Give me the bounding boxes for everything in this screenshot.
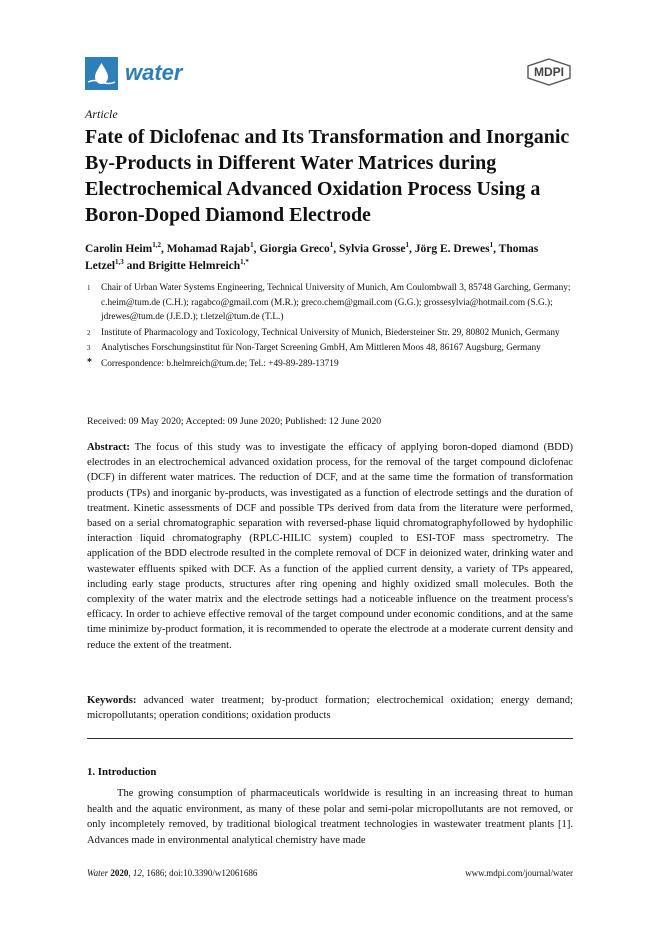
- divider: [87, 738, 573, 739]
- author-affiliation-mark: 1: [405, 241, 410, 250]
- author: Giorgia Greco: [259, 243, 330, 255]
- citation-footer: Water 2020, 12, 1686; doi:10.3390/w12061686: [87, 868, 258, 878]
- publisher-name: MDPI: [534, 65, 564, 79]
- keywords: [87, 693, 573, 723]
- author: Thomas Letzel: [85, 243, 539, 272]
- abstract-label: Abstract:: [87, 442, 130, 453]
- author: Sylvia Grosse: [338, 243, 406, 255]
- affiliation-mark: 1: [87, 284, 91, 292]
- footer-year: 2020: [110, 868, 129, 878]
- introduction-paragraph: The growing consumption of pharmaceuticals worldwide is resulting in an increasing threat to human health and the aquatic environment, as many of these polar and semi-polar micropollutants are not removed, or only incompletely removed, by traditional biological treatment technologies in wastewater treatment plants [1]. Advances made in environmental analytical chemistry have made: [87, 788, 573, 846]
- publication-dates: Received: 09 May 2020; Accepted: 09 June 2020; Published: 12 June 2020: [87, 416, 382, 427]
- correspondence-text: Correspondence: b.helmreich@tum.de; Tel.: +49-89-289-13719: [101, 358, 339, 369]
- author: Carolin Heim: [85, 243, 153, 255]
- author-separator: ,: [253, 243, 260, 255]
- footer-volume: 12: [132, 868, 142, 878]
- affiliation-text: Analytisches Forschungsinstitut für Non-Target Screening GmbH, Am Mittleren Moos 48, 86167 Augsburg, Germany: [101, 343, 541, 354]
- water-drop-icon: [85, 57, 118, 90]
- section-heading: 1. Introduction: [87, 766, 157, 778]
- publisher-logo: [526, 58, 572, 86]
- affiliation-mark: 2: [87, 328, 91, 337]
- affiliation-mark: 3: [87, 344, 91, 353]
- journal-logo: water: [125, 60, 183, 85]
- paper-title: Fate of Diclofenac and Its Transformation and Inorganic By-Products in Different Water Matrices during Electrochemical Advanced Oxidation Process Using a Boron-Doped Diamond Electrode: [85, 126, 570, 226]
- author: Jörg E. Drewes: [414, 243, 490, 255]
- affiliation-item: [87, 341, 577, 356]
- correspondence-mark: *: [87, 356, 92, 368]
- author: Brigitte Helmreich: [148, 260, 241, 272]
- affiliation-text: Institute of Pharmacology and Toxicology, Technical University of Munich, Biedersteiner Str. 29, 80802 Munich, Germany: [101, 327, 560, 338]
- abstract-text: The focus of this study was to investigate the efficacy of applying boron-doped diamond (BDD) electrodes in an electrochemical advanced oxidation process, for the removal of the target compound diclofenac (DCF) in different water matrices. The reduction of DCF, and at the same time the formation of transformation products (TPs) and inorganic by-products, was investigated as a function of electrode settings and the duration of treatment. Kinetic assessments of DCF and possible TPs derived from data from the literature were performed, based on a serial chromatographic separation with reversed-phase liquid chromatographyfollowed by hydophilic interaction liquid chromatography (RPLC-HILIC system) coupled to ESI-TOF mass spectrometry. The application of the BDD electrode resulted in the complete removal of DCF in deionized water, drinking water and wastewater effluents spiked with DCF. As a function of the applied current density, a variety of TPs appeared, including early stage products, structures after ring opening and highly oxidized small molecules. Both the complexity of the water matrix and the electrode settings had a noticeable influence on the treatment process's efficacy. In order to achieve effective removal of the target compound under economic conditions, and at the same time minimize by-product formation, it is recommended to operate the electrode at a moderate current density and reduce the extent of the treatment.: [87, 442, 573, 651]
- abstract: [87, 440, 573, 653]
- keywords-label: Keywords:: [87, 695, 137, 706]
- article-type: Article: [85, 107, 118, 121]
- footer-journal: Water: [87, 868, 109, 878]
- author-affiliation-mark: 1,*: [240, 258, 249, 267]
- keywords-text: advanced water treatment; by-product formation; electrochemical oxidation; energy demand; micropollutants; operation conditions; oxidation products: [87, 695, 573, 722]
- author-list: [85, 241, 575, 275]
- journal-url: www.mdpi.com/journal/water: [465, 868, 573, 878]
- affiliation-item: [87, 281, 577, 325]
- author-affiliation-mark: 1,3: [115, 258, 124, 267]
- affiliation-item: [87, 326, 577, 341]
- author-separator: ,: [160, 243, 167, 255]
- author: Mohamad Rajab: [166, 243, 251, 255]
- author-separator: and: [123, 260, 149, 272]
- correspondence: [87, 357, 577, 372]
- author-affiliation-mark: 1: [250, 241, 254, 250]
- author-separator: ,: [409, 243, 415, 255]
- affiliations: [87, 281, 577, 373]
- author-affiliation-mark: 1: [489, 241, 494, 250]
- footer-doi: , 1686; doi:10.3390/w12061686: [141, 868, 258, 878]
- author-affiliation-mark: 1,2: [152, 241, 161, 250]
- affiliation-text: Chair of Urban Water Systems Engineering, Technical University of Munich, Am Coulombwall 3, 85748 Garching, Germany; c.heim@tum.de (C.H.); ragabco@gmail.com (M.R.); greco.chem@gmail.com (G.G.); grossesylvia@hotmail.com (S.G.); jdrewes@tum.de (J.E.D.); t.letzel@tum.de (T.L.): [101, 283, 571, 323]
- author-separator: ,: [493, 243, 499, 255]
- author-separator: ,: [333, 243, 339, 255]
- author-affiliation-mark: 1: [329, 241, 334, 250]
